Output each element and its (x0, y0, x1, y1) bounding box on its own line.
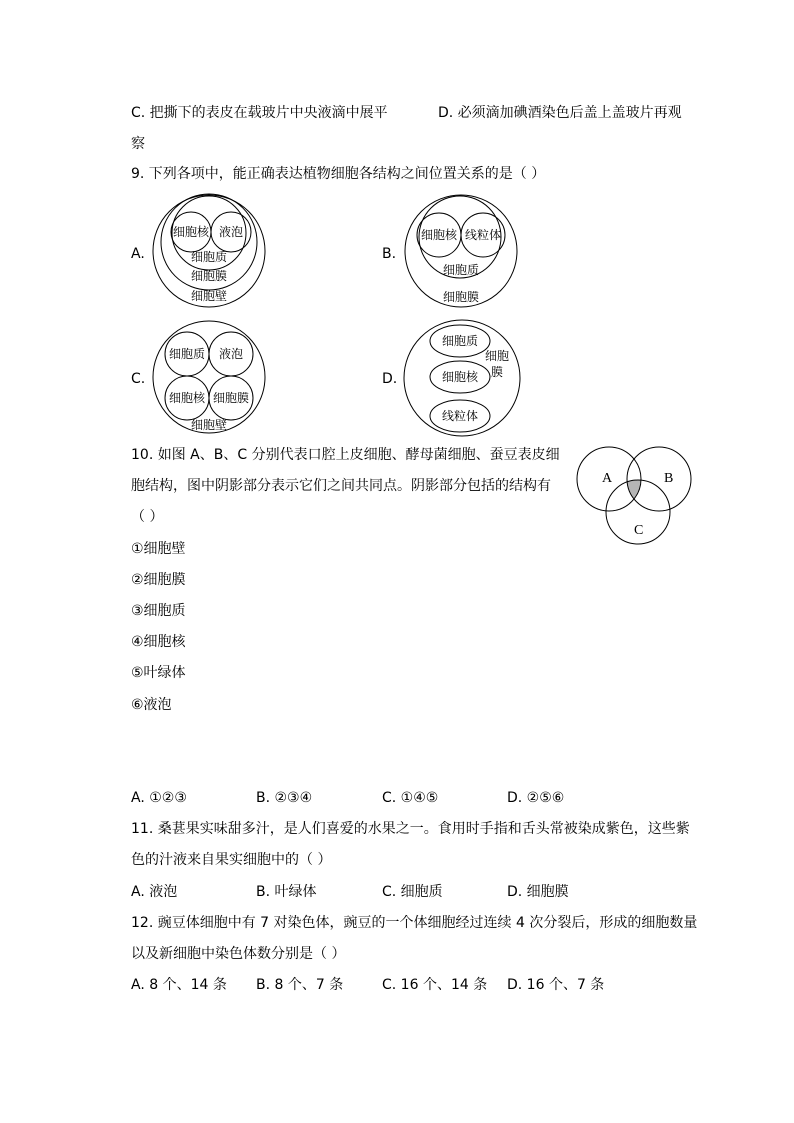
q9-option-a-diagram (151, 194, 271, 310)
venn-label-c: C (634, 523, 644, 538)
q10-option-a: A. ①②③ (131, 790, 187, 806)
q12-stem-line2: 以及新细胞中染色体数分别是（ ） (131, 946, 346, 962)
q10-item-6: ⑥液泡 (131, 697, 172, 713)
q11-stem-line1: 11. 桑葚果实味甜多汁，是人们喜爱的水果之一。食用时手指和舌头常被染成紫色，这些紫 (131, 821, 690, 837)
q9-stem: 9. 下列各项中，能正确表达植物细胞各结构之间位置关系的是（ ） (131, 166, 546, 182)
q10-option-b: B. ②③④ (256, 790, 313, 806)
cytoplasm-label: 细胞质 (190, 250, 228, 264)
q12-option-d: D. 16 个、7 条 (507, 977, 605, 993)
cell-membrane-label-line1: 细胞 (484, 349, 510, 363)
vacuole-label: 液泡 (218, 225, 244, 239)
vacuole-label: 液泡 (218, 347, 244, 361)
q9-option-d-letter: D. (382, 371, 398, 387)
q8-option-c: C. 把撕下的表皮在载玻片中央液滴中展平 (131, 105, 388, 121)
q9-option-d-diagram (404, 318, 520, 438)
q12-option-c: C. 16 个、14 条 (382, 977, 488, 993)
cell-membrane-label: 细胞膜 (190, 269, 228, 283)
q10-item-3: ③细胞质 (131, 603, 186, 619)
q12-stem-line1: 12. 豌豆体细胞中有 7 对染色体，豌豆的一个体细胞经过连续 4 次分裂后，形成的细胞数量 (131, 915, 698, 931)
q12-option-a: A. 8 个、14 条 (131, 977, 227, 993)
nucleus-label: 细胞核 (441, 370, 479, 384)
venn-label-b: B (664, 471, 674, 486)
mitochondria-label: 线粒体 (441, 409, 479, 423)
cytoplasm-label: 细胞质 (442, 263, 480, 277)
q11-option-a: A. 液泡 (131, 884, 178, 900)
q11-stem-line2: 色的汁液来自果实细胞中的（ ） (131, 852, 332, 868)
q9-option-c-diagram (150, 320, 270, 436)
q10-item-2: ②细胞膜 (131, 572, 186, 588)
q10-item-1: ①细胞壁 (131, 541, 186, 557)
cell-membrane-label: 细胞膜 (442, 290, 480, 304)
venn-label-a: A (602, 471, 613, 486)
q9-option-b-diagram (405, 194, 517, 310)
q10-item-4: ④细胞核 (131, 634, 186, 650)
cell-membrane-label: 细胞膜 (212, 391, 250, 405)
q10-stem-line1: 10. 如图 A、B、C 分别代表口腔上皮细胞、酵母菌细胞、蚕豆表皮细 (131, 447, 560, 463)
cell-wall-circle (153, 321, 265, 433)
mitochondria-label: 线粒体 (464, 228, 502, 242)
q8-option-d: D. 必须滴加碘酒染色后盖上盖玻片再观 (438, 105, 682, 121)
nucleus-label: 细胞核 (420, 228, 458, 242)
q11-option-c: C. 细胞质 (382, 884, 443, 900)
q9-option-c-letter: C. (131, 371, 146, 387)
q10-stem-line2: 胞结构，图中阴影部分表示它们之间共同点。阴影部分包括的结构有 (131, 478, 551, 494)
q12-option-b: B. 8 个、7 条 (256, 977, 344, 993)
q10-item-5: ⑤叶绿体 (131, 665, 186, 681)
q10-option-d: D. ②⑤⑥ (507, 790, 565, 806)
cytoplasm-label: 细胞质 (441, 334, 479, 348)
cytoplasm-label: 细胞质 (168, 347, 206, 361)
venn-circle-b (627, 447, 691, 511)
nucleus-label: 细胞核 (172, 225, 210, 239)
cell-wall-label: 细胞壁 (190, 418, 228, 432)
q10-option-c: C. ①④⑤ (382, 790, 439, 806)
nucleus-label: 细胞核 (168, 391, 206, 405)
q10-stem-line3: （ ） (131, 509, 164, 525)
cell-wall-label: 细胞壁 (190, 289, 228, 303)
q8-option-d-continued: 察 (131, 136, 145, 152)
q10-venn-diagram (574, 446, 694, 546)
cell-membrane-label-line2: 膜 (490, 365, 504, 379)
q9-option-a-letter: A. (131, 246, 145, 262)
q9-option-b-letter: B. (382, 246, 397, 262)
q11-option-b: B. 叶绿体 (256, 884, 317, 900)
q11-option-d: D. 细胞膜 (507, 884, 569, 900)
